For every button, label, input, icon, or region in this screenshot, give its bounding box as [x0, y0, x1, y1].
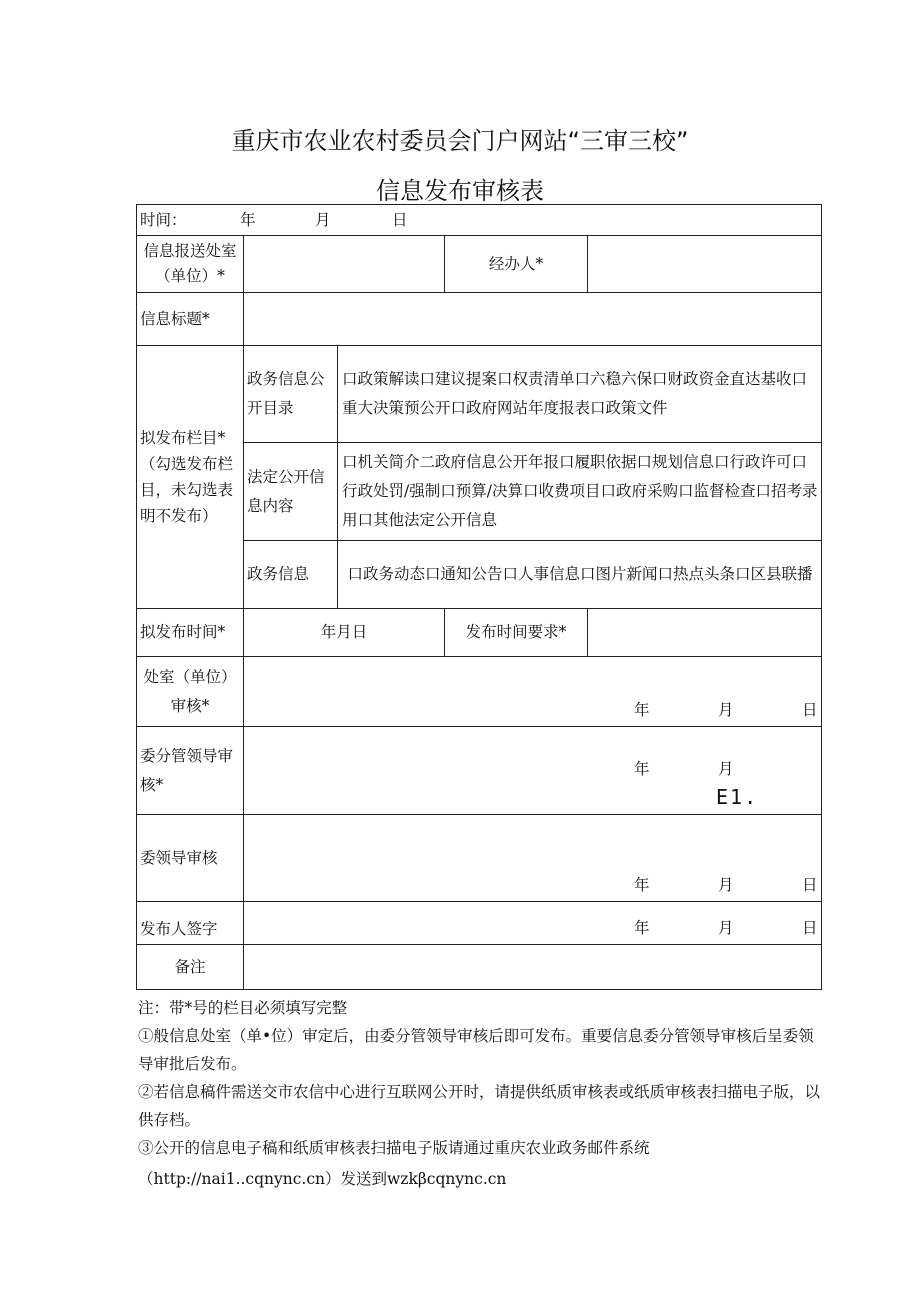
remarks-label: 备注 — [137, 945, 244, 990]
review-form-table — [136, 204, 822, 990]
note-line: 注：带*号的栏目必须填写完整 — [138, 999, 348, 1017]
day-label: 日 — [802, 876, 818, 894]
note-line: ②若信息稿件需送交市农信中心进行互联网公开时，请提供纸质审核表或纸质审核表扫描电子版，以供存档。 — [138, 1083, 821, 1129]
gov-catalog-row — [137, 346, 822, 443]
note-line: ①般信息处室（单•位）审定后，由委分管领导审核后即可发布。重要信息委分管领导审核后呈委领导审批后发布。 — [138, 1027, 814, 1073]
form-title-line2: 信息发布审核表 — [376, 177, 544, 205]
publisher-row — [137, 902, 822, 945]
day-label: 日 — [392, 210, 408, 229]
gov-catalog-label: 政务信息公开目录 — [244, 346, 338, 443]
remarks-row — [137, 945, 822, 990]
time-row — [137, 205, 822, 236]
month-label: 月 — [718, 919, 734, 937]
publisher-field[interactable] — [244, 902, 822, 945]
day-label: 日 — [802, 919, 818, 937]
notes-section — [138, 994, 828, 1193]
dept-field[interactable] — [244, 236, 445, 293]
pub-time-row — [137, 609, 822, 657]
day-label: 日 — [802, 701, 818, 719]
pub-time-field[interactable]: 年月日 — [244, 609, 445, 657]
time-field[interactable] — [137, 205, 822, 236]
handler-field[interactable] — [588, 236, 822, 293]
pub-time-label: 拟发布时间* — [137, 609, 244, 657]
dept-row — [137, 236, 822, 293]
gov-info-options[interactable]: 口政务动态口通知公告口人事信息口图片新闻口热点头条口区县联播 — [338, 541, 822, 609]
publisher-label: 发布人签字 — [137, 902, 244, 945]
title-row — [137, 293, 822, 346]
month-label: 月 — [718, 760, 734, 778]
pub-req-label: 发布时间要求* — [445, 609, 588, 657]
leader-review-field[interactable] — [244, 727, 822, 815]
dept-review-row — [137, 657, 822, 727]
legal-label: 法定公开信息内容 — [244, 443, 338, 541]
info-title-label: 信息标题* — [137, 293, 244, 346]
month-label: 月 — [718, 701, 734, 719]
leader-review-label: 委分管领导审核* — [137, 727, 244, 815]
pub-req-field[interactable] — [588, 609, 822, 657]
dept-label: 信息报送处室（单位）* — [137, 236, 244, 293]
handwritten-mark: E1. — [716, 785, 759, 809]
gov-info-label: 政务信息 — [244, 541, 338, 609]
year-label: 年 — [634, 919, 650, 937]
year-label: 年 — [634, 876, 650, 894]
dept-review-field[interactable] — [244, 657, 822, 727]
legal-options[interactable]: 口机关简介二政府信息公开年报口履职依据口规划信息口行政许可口行政处罚/强制口预算/决算口收费项目口政府采购口监督检查口招考录用口其他法定公开信息 — [338, 443, 822, 541]
month-label: 月 — [315, 210, 331, 229]
top-review-row — [137, 815, 822, 902]
year-label: 年 — [634, 760, 650, 778]
year-label: 年 — [634, 701, 650, 719]
gov-catalog-options[interactable]: 口政策解读口建议提案口权责清单口六稳六保口财政资金直达基收口重大决策预公开口政府网站年度报表口政策文件 — [338, 346, 822, 443]
handler-label: 经办人* — [445, 236, 588, 293]
month-label: 月 — [718, 876, 734, 894]
info-title-field[interactable] — [244, 293, 822, 346]
note-line: ③公开的信息电子稿和纸质审核表扫描电子版请通过重庆农业政务邮件系统 — [138, 1139, 650, 1157]
leader-review-row — [137, 727, 822, 815]
note-line: （http://nai1..cqnync.cn）发送到wzkβcqnync.cn — [138, 1170, 507, 1188]
column-label: 拟发布栏目*（勾选发布栏目，未勾选表明不发布） — [137, 346, 244, 609]
dept-review-label: 处室（单位）审核* — [137, 657, 244, 727]
time-label: 时间： — [140, 210, 187, 229]
top-review-field[interactable] — [244, 815, 822, 902]
top-review-label: 委领导审核 — [137, 815, 244, 902]
year-label: 年 — [240, 210, 256, 229]
remarks-field[interactable] — [244, 945, 822, 990]
form-title-line1: 重庆市农业农村委员会门户网站“三审三校” — [231, 127, 689, 155]
